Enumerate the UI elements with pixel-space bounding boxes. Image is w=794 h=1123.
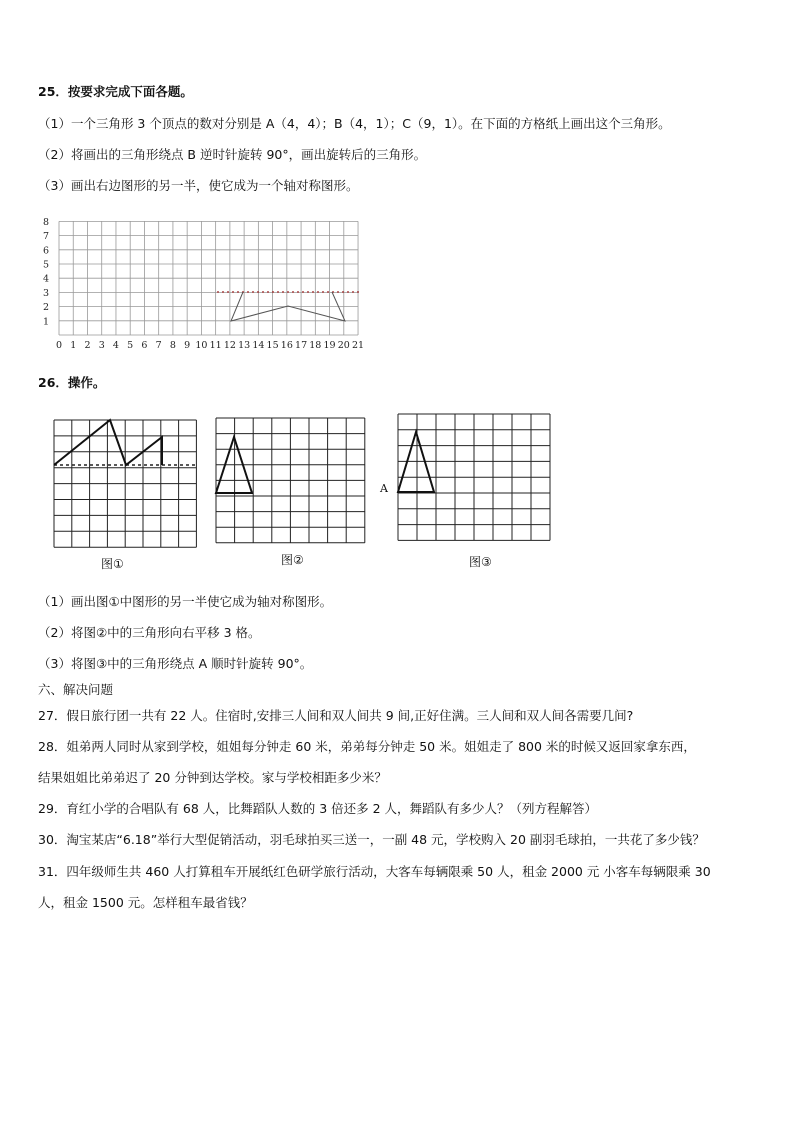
section-6-title: 六、解决问题 [38,682,114,697]
q31-line-2: 人，租金 1500 元。怎样租车最省钱？ [38,895,253,910]
y-tick-label: 8 [42,216,49,228]
y-tick-label: 6 [42,245,49,257]
point-a-label: A [380,482,388,495]
y-tick-label: 7 [42,231,49,243]
q30-text: 30．淘宝某店“6.18”举行大型促销活动，羽毛球拍买三送一，一副 48 元，学校购入 20 副羽毛球拍，一共花了多少钱？ [38,832,705,847]
x-tick-label: 15 [266,340,279,351]
x-tick-label: 14 [252,340,265,351]
y-tick-label: 4 [42,273,49,285]
x-tick-label: 1 [70,340,77,351]
fig1-caption: 图① [101,557,124,571]
q25-item-2: （2）将画出的三角形绕点 B 逆时针旋转 90°，画出旋转后的三角形。 [38,147,427,162]
x-tick-label: 21 [351,340,365,351]
x-tick-label: 11 [209,340,222,351]
x-tick-label: 2 [84,340,91,351]
q28-line-2: 结果姐姐比弟弟迟了 20 分钟到达学校。家与学校相距多少米？ [38,770,387,785]
x-tick-label: 10 [195,340,208,351]
q31-line-1: 31．四年级师生共 460 人打算租车开展纸红色研学旅行活动，大客车每辆限乘 50 人，租金 2000 元 小客车每辆限乘 30 [38,864,711,879]
fig3-grid-lines [398,414,550,540]
x-tick-label: 0 [55,340,63,351]
q25-item-1: （1）一个三角形 3 个顶点的数对分别是 A（4，4）；B（4，1）；C（9，1）。在下面的方格纸上画出这个三角形。 [38,116,671,131]
x-tick-label: 18 [309,340,322,351]
fig3-caption: 图③ [469,555,492,569]
q26-item-2: （2）将图②中的三角形向右平移 3 格。 [38,625,261,640]
fig2-caption: 图② [281,553,304,567]
x-tick-label: 13 [238,340,251,351]
q27-text: 27．假日旅行团一共有 22 人。住宿时,安排三人间和双人间共 9 间,正好住满。三人间和双人间各需要几间? [38,708,634,723]
fig3-triangle [398,432,434,492]
q29-text: 29．育红小学的合唱队有 68 人，比舞蹈队人数的 3 倍还多 2 人，舞蹈队有多少人？（列方程解答） [38,801,598,816]
x-tick-label: 19 [323,340,336,351]
x-tick-label: 12 [223,340,236,351]
x-tick-label: 4 [112,340,119,351]
x-tick-label: 16 [280,340,293,351]
x-tick-label: 9 [184,340,191,351]
x-tick-label: 17 [295,340,308,351]
q28-line-1: 28．姐弟两人同时从家到学校，姐姐每分钟走 60 米，弟弟每分钟走 50 米。姐姐走了 800 米的时候又返回家拿东西， [38,739,696,754]
y-tick-label: 1 [42,316,49,328]
q25-title: 25．按要求完成下面各题。 [38,84,193,99]
x-tick-label: 6 [141,340,148,351]
q26-item-3: （3）将图③中的三角形绕点 A 顺时针旋转 90°。 [38,656,313,671]
y-tick-label: 2 [42,302,49,314]
figure-3-grid[interactable] [0,0,794,560]
q25-item-3: （3）画出右边图形的另一半，使它成为一个轴对称图形。 [38,178,359,193]
x-tick-label: 3 [98,340,105,351]
x-tick-label: 7 [155,340,162,351]
x-tick-label: 5 [127,340,134,351]
x-tick-label: 8 [169,340,176,351]
q26-item-1: （1）画出图①中图形的另一半使它成为轴对称图形。 [38,594,333,609]
y-tick-label: 5 [42,259,49,271]
y-tick-label: 3 [42,287,49,299]
q26-title: 26．操作。 [38,375,106,390]
x-tick-label: 20 [337,340,350,351]
